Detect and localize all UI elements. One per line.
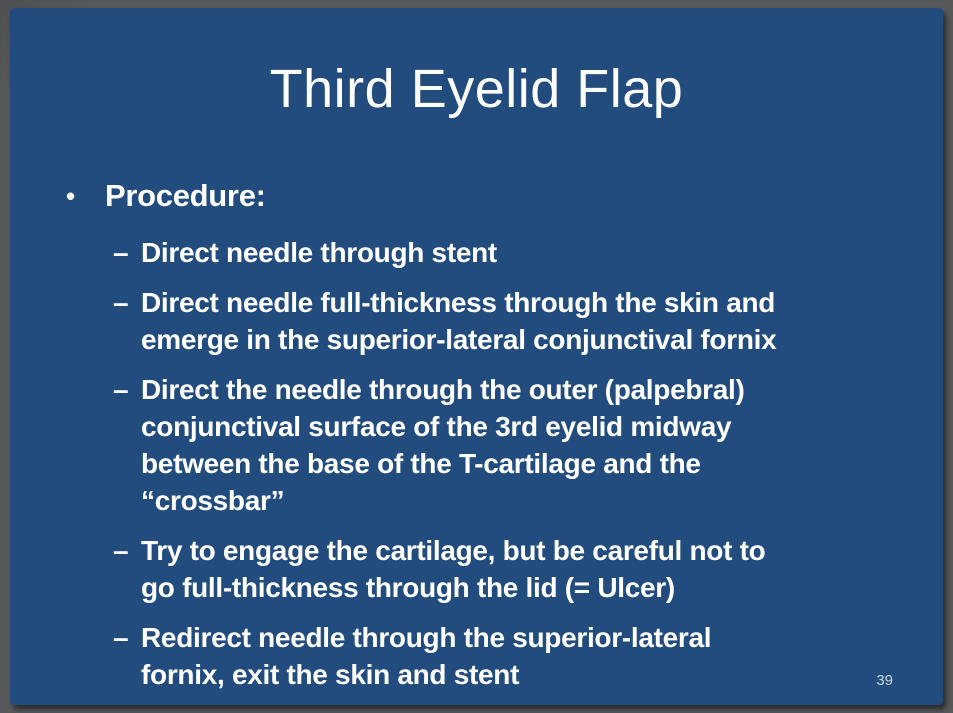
bullet-line: “crossbar” xyxy=(141,485,285,516)
bullet-item xyxy=(113,532,943,606)
bullet-line: Direct needle through stent xyxy=(141,237,497,268)
dash-marker: – xyxy=(113,622,129,653)
dash-marker: – xyxy=(113,374,129,405)
slide-number: 39 xyxy=(876,672,893,689)
bullet-text xyxy=(105,174,943,218)
slide xyxy=(10,8,943,705)
bullet-line: Try to engage the cartilage, but be careful not to xyxy=(141,535,766,566)
bullet-line: emerge in the superior-lateral conjunctival fornix xyxy=(141,324,777,355)
bullet-line: between the base of the T-cartilage and the xyxy=(141,448,701,479)
bullet-item xyxy=(113,234,943,271)
bullet-line: Direct needle full-thickness through the skin and xyxy=(141,287,776,318)
bullet-item-procedure xyxy=(66,174,943,218)
bullet-line: Direct the needle through the outer (palpebral) xyxy=(141,374,745,405)
slide-body xyxy=(10,174,943,693)
bullet-text xyxy=(141,371,943,519)
bullet-item xyxy=(113,284,943,358)
bullet-text xyxy=(141,284,943,358)
bullet-text xyxy=(141,234,943,271)
slide-title: Third Eyelid Flap xyxy=(269,59,684,119)
bullet-line: go full-thickness through the lid (= Ulcer) xyxy=(141,572,675,603)
bullet-line: fornix, exit the skin and stent xyxy=(141,659,520,690)
dash-marker: – xyxy=(113,237,129,268)
dash-marker: – xyxy=(113,287,129,318)
bullet-line: conjunctival surface of the 3rd eyelid midway xyxy=(141,411,732,442)
dash-marker: – xyxy=(113,535,129,566)
bullet-text xyxy=(141,532,943,606)
bullet-line: Redirect needle through the superior-lateral xyxy=(141,622,712,653)
bullet-item xyxy=(113,371,943,519)
bullet-line: Procedure: xyxy=(105,178,266,213)
bullet-dot-marker: • xyxy=(66,181,75,211)
bullet-item xyxy=(113,619,943,693)
bullet-text xyxy=(141,619,943,693)
